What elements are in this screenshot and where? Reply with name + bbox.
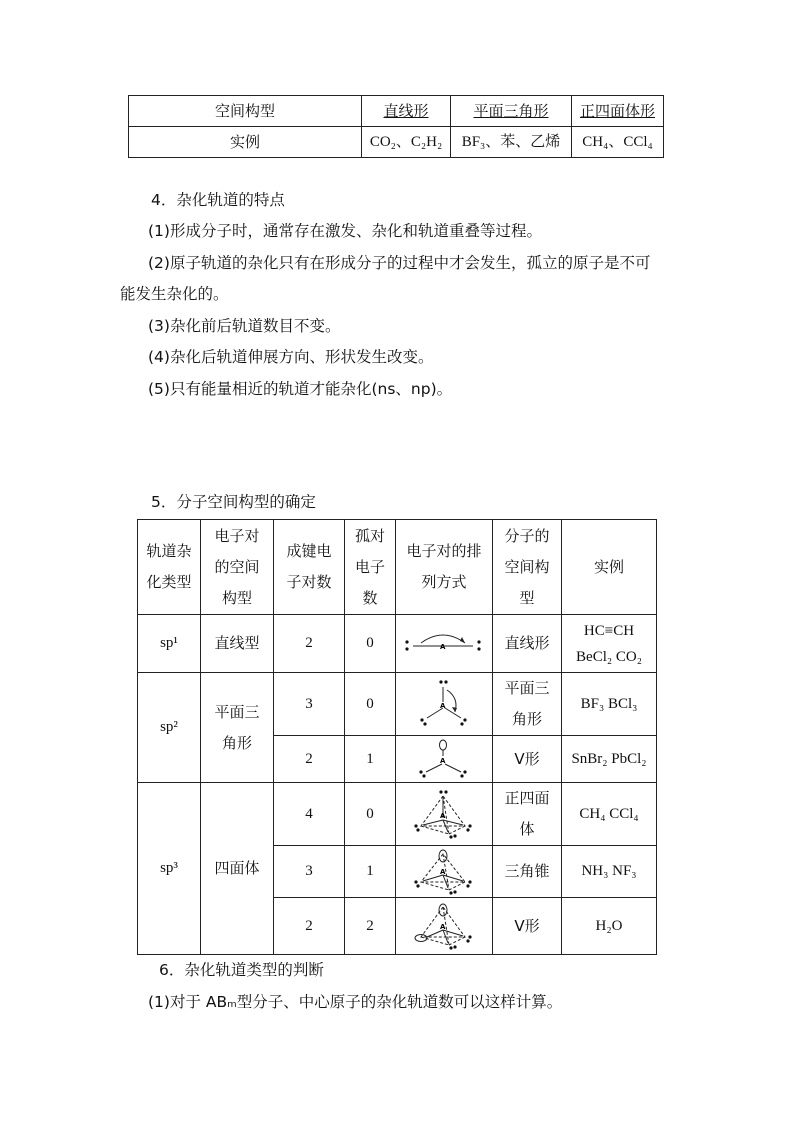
lone-count: 2 bbox=[345, 898, 396, 955]
diagram-v-sp2 bbox=[396, 736, 493, 783]
header-lone-pairs: 孤对 电子 数 bbox=[345, 520, 396, 615]
section6-title: 6．杂化轨道类型的判断 bbox=[159, 961, 324, 979]
header-pair-shape: 电子对 的空间 构型 bbox=[201, 520, 274, 615]
tetrahedral-arrangement-diagram bbox=[409, 788, 479, 840]
lone-count: 1 bbox=[345, 736, 396, 783]
example-trigonal: BF₃、苯、乙烯 bbox=[451, 127, 572, 158]
header-linear: 直线形 bbox=[362, 96, 451, 127]
section4-item-4: (4)杂化后轨道伸展方向、形状发生改变。 bbox=[148, 348, 434, 366]
example-linear: CO₂、C₂H₂ bbox=[362, 127, 451, 158]
linear-arrangement-diagram bbox=[399, 629, 489, 659]
svg-text:A: A bbox=[440, 923, 446, 931]
example-tetrahedral: CH₄、CCl₄ bbox=[572, 127, 664, 158]
header-trigonal: 平面三角形 bbox=[451, 96, 572, 127]
hyb-sp3: sp³ bbox=[138, 783, 201, 955]
example-sp2-trigonal: BF₃ BCl₃ bbox=[562, 673, 657, 736]
lone-count: 0 bbox=[345, 783, 396, 846]
lone-count: 0 bbox=[345, 615, 396, 673]
example-sp3-pyramidal: NH₃ NF₃ bbox=[562, 846, 657, 898]
lone-count: 0 bbox=[345, 673, 396, 736]
bond-count: 4 bbox=[274, 783, 345, 846]
shape-example-table bbox=[128, 95, 664, 158]
trigonal-arrangement-diagram bbox=[409, 678, 479, 730]
section4-item-2: (2)原子轨道的杂化只有在形成分子的过程中才会发生，孤立的原子是不可 bbox=[148, 254, 651, 272]
mol-shape-v-sp2: V形 bbox=[493, 736, 562, 783]
section4-item-2-cont: 能发生杂化的。 bbox=[120, 285, 229, 303]
header-hybrid-type: 轨道杂 化类型 bbox=[138, 520, 201, 615]
example-sp3-v: H₂O bbox=[562, 898, 657, 955]
lone-count: 1 bbox=[345, 846, 396, 898]
header-bond-pairs: 成键电 子对数 bbox=[274, 520, 345, 615]
bond-count: 3 bbox=[274, 846, 345, 898]
row-label-example: 实例 bbox=[129, 127, 362, 158]
mol-shape-tetrahedral: 正四面 体 bbox=[493, 783, 562, 846]
diagram-trigonal bbox=[396, 673, 493, 736]
diagram-tetrahedral bbox=[396, 783, 493, 846]
bond-count: 2 bbox=[274, 615, 345, 673]
header-tetrahedral: 正四面体形 bbox=[572, 96, 664, 127]
svg-text:A: A bbox=[440, 812, 446, 820]
molecular-shape-table bbox=[137, 519, 657, 955]
header-arrangement: 电子对的排 列方式 bbox=[396, 520, 493, 615]
mol-shape-pyramidal: 三角锥 bbox=[493, 846, 562, 898]
v-shape-sp2-diagram bbox=[409, 738, 479, 780]
pair-shape-linear: 直线型 bbox=[201, 615, 274, 673]
svg-text:A: A bbox=[440, 867, 446, 876]
svg-text:A: A bbox=[440, 642, 446, 651]
svg-text:A: A bbox=[440, 702, 446, 710]
section4-title: 4．杂化轨道的特点 bbox=[151, 191, 285, 209]
bond-count: 3 bbox=[274, 673, 345, 736]
diagram-linear bbox=[396, 615, 493, 673]
header-mol-shape: 分子的 空间构 型 bbox=[493, 520, 562, 615]
hyb-sp2: sp² bbox=[138, 673, 201, 783]
example-sp2-v: SnBr₂ PbCl₂ bbox=[562, 736, 657, 783]
bond-count: 2 bbox=[274, 898, 345, 955]
section4-item-3: (3)杂化前后轨道数目不变。 bbox=[148, 317, 341, 335]
hyb-sp1: sp¹ bbox=[138, 615, 201, 673]
mol-shape-v-sp3: V形 bbox=[493, 898, 562, 955]
pair-shape-trigonal: 平面三 角形 bbox=[201, 673, 274, 783]
v-shape-sp3-diagram bbox=[409, 901, 479, 951]
mol-shape-trigonal: 平面三 角形 bbox=[493, 673, 562, 736]
diagram-v-sp3 bbox=[396, 898, 493, 955]
section4-item-5: (5)只有能量相近的轨道才能杂化(ns、np)。 bbox=[148, 380, 453, 398]
example-sp3-tetra: CH₄ CCl₄ bbox=[562, 783, 657, 846]
bond-count: 2 bbox=[274, 736, 345, 783]
svg-text:A: A bbox=[440, 757, 446, 765]
example-sp1: HC≡CH BeCl₂ CO₂ bbox=[562, 615, 657, 673]
header-example: 实例 bbox=[562, 520, 657, 615]
diagram-pyramidal bbox=[396, 846, 493, 898]
section4-item-1: (1)形成分子时，通常存在激发、杂化和轨道重叠等过程。 bbox=[148, 222, 542, 240]
section6-item-1: (1)对于 ABₘ型分子、中心原子的杂化轨道数可以这样计算。 bbox=[148, 993, 563, 1011]
mol-shape-linear: 直线形 bbox=[493, 615, 562, 673]
pair-shape-tetrahedral: 四面体 bbox=[201, 783, 274, 955]
pyramidal-arrangement-diagram bbox=[409, 848, 479, 896]
section5-title: 5．分子空间构型的确定 bbox=[151, 493, 316, 511]
header-shape: 空间构型 bbox=[129, 96, 362, 127]
